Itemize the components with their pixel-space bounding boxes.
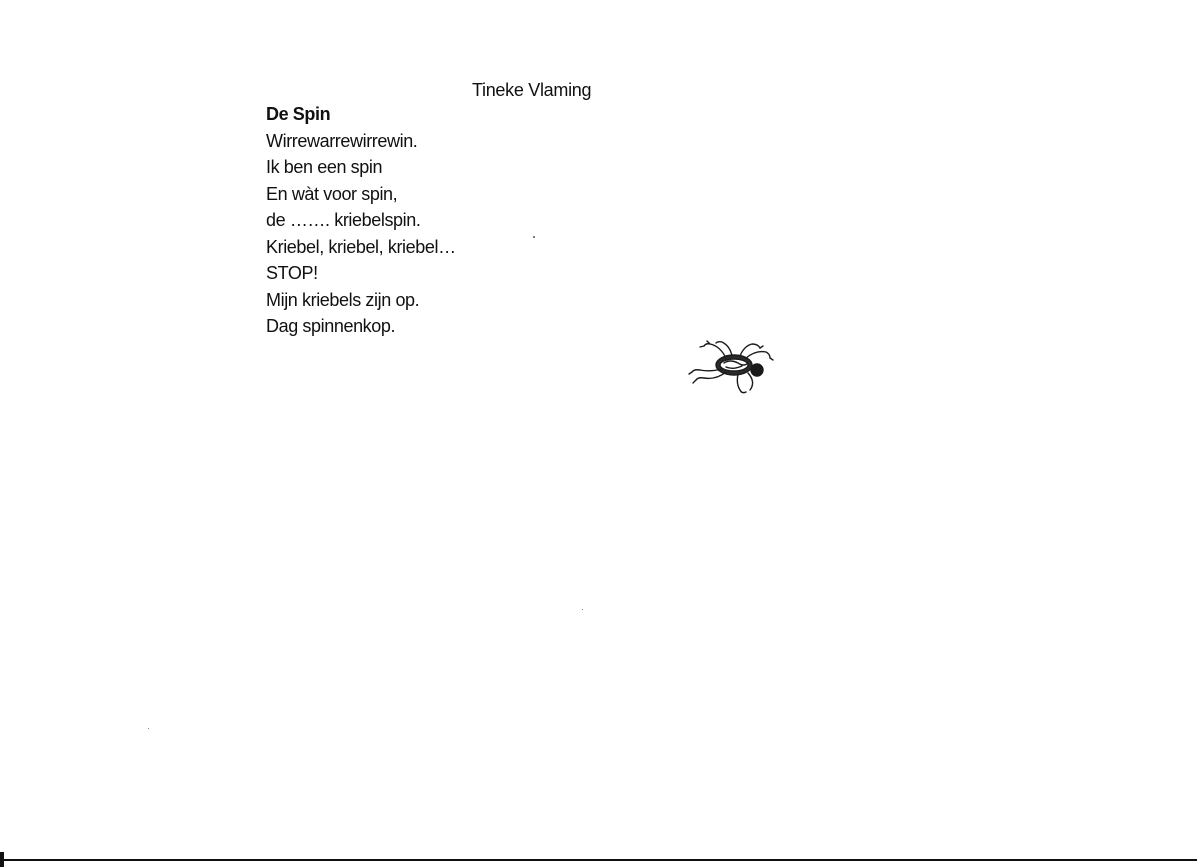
author-name: Tineke Vlaming <box>472 80 592 100</box>
poem-line: En wàt voor spin, <box>266 183 398 204</box>
scan-speck <box>148 728 149 729</box>
poem-line: de ……. kriebelspin. <box>266 210 421 230</box>
poem-line: Dag spinnenkop. <box>266 316 396 336</box>
poem <box>266 101 456 340</box>
page-edge-line <box>0 859 1197 861</box>
poem-line: Ik ben een spin <box>266 157 383 177</box>
poem-line: Kriebel, kriebel, kriebel… <box>266 236 456 257</box>
poem-line: Wirrewarrewirrewin. <box>266 130 418 151</box>
poem-line: STOP! <box>266 263 318 283</box>
poem-title: De Spin <box>266 104 331 124</box>
poem-line: Mijn kriebels zijn op. <box>266 289 420 310</box>
scan-speck <box>533 236 535 238</box>
spider-icon <box>686 336 776 396</box>
scan-speck <box>582 609 583 610</box>
page-edge-mark <box>0 852 4 867</box>
